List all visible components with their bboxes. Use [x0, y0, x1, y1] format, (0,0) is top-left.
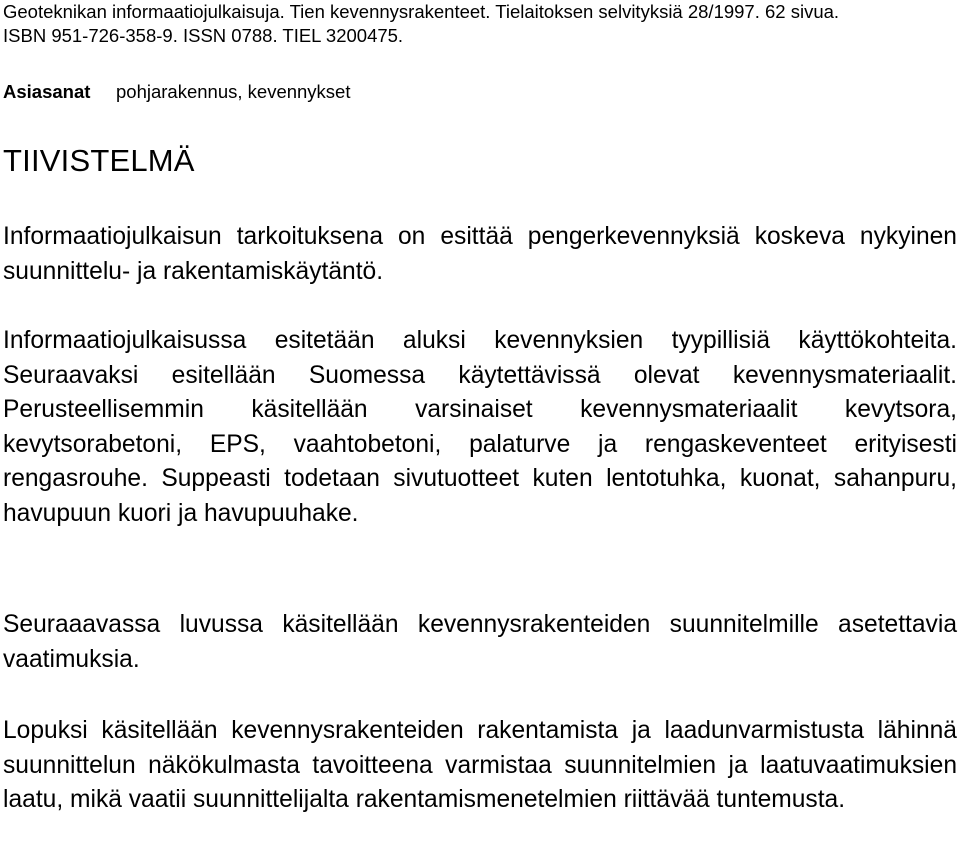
biblio-line-2: ISBN 951-726-358-9. ISSN 0788. TIEL 3200475.	[3, 25, 404, 46]
section-title: TIIVISTELMÄ	[3, 143, 195, 178]
paragraph-2: Informaatiojulkaisussa esitetään aluksi kevennyksien tyypillisiä käyttökohteita. Seuraavaksi esitellään Suomessa käytettävissä olevat kevennysmateriaalit. Perusteellisemmin käsitellään varsinaiset kevennysmateriaalit kevytsora, kevytsorabetoni, EPS, vaahtobetoni, palaturve ja rengaskeventeet erityisesti rengasrouhe. Suppeasti todetaan sivutuotteet kuten lentotuhka, kuonat, sahanpuru, havupuun kuori ja havupuuhake.	[3, 327, 957, 527]
keywords-label: Asiasanat	[3, 81, 91, 102]
keywords-row	[3, 80, 350, 104]
paragraph-4: Lopuksi käsitellään kevennysrakenteiden rakentamista ja laadunvarmistusta lähinnä suunnittelun näkökulmasta tavoitteena varmistaa suunnitelmien ja laatuvaatimuksien laatu, mikä vaatii suunnittelijalta rakentamismenetelmien riittävää tuntemusta.	[3, 717, 957, 813]
paragraph-1: Informaatiojulkaisun tarkoituksena on esittää pengerkevennyksiä koskeva nykyinen suunnittelu- ja rakentamiskäytäntö.	[3, 223, 957, 285]
keywords-value: pohjarakennus, kevennykset	[116, 81, 351, 102]
biblio-line-1: Geoteknikan informaatiojulkaisuja. Tien kevennysrakenteet. Tielaitoksen selvityksiä 28/1997. 62 sivua.	[3, 1, 840, 22]
paragraph-3: Seuraaavassa luvussa käsitellään kevennysrakenteiden suunnitelmille asetettavia vaatimuksia.	[3, 611, 957, 673]
bibliographic-info	[3, 0, 957, 48]
